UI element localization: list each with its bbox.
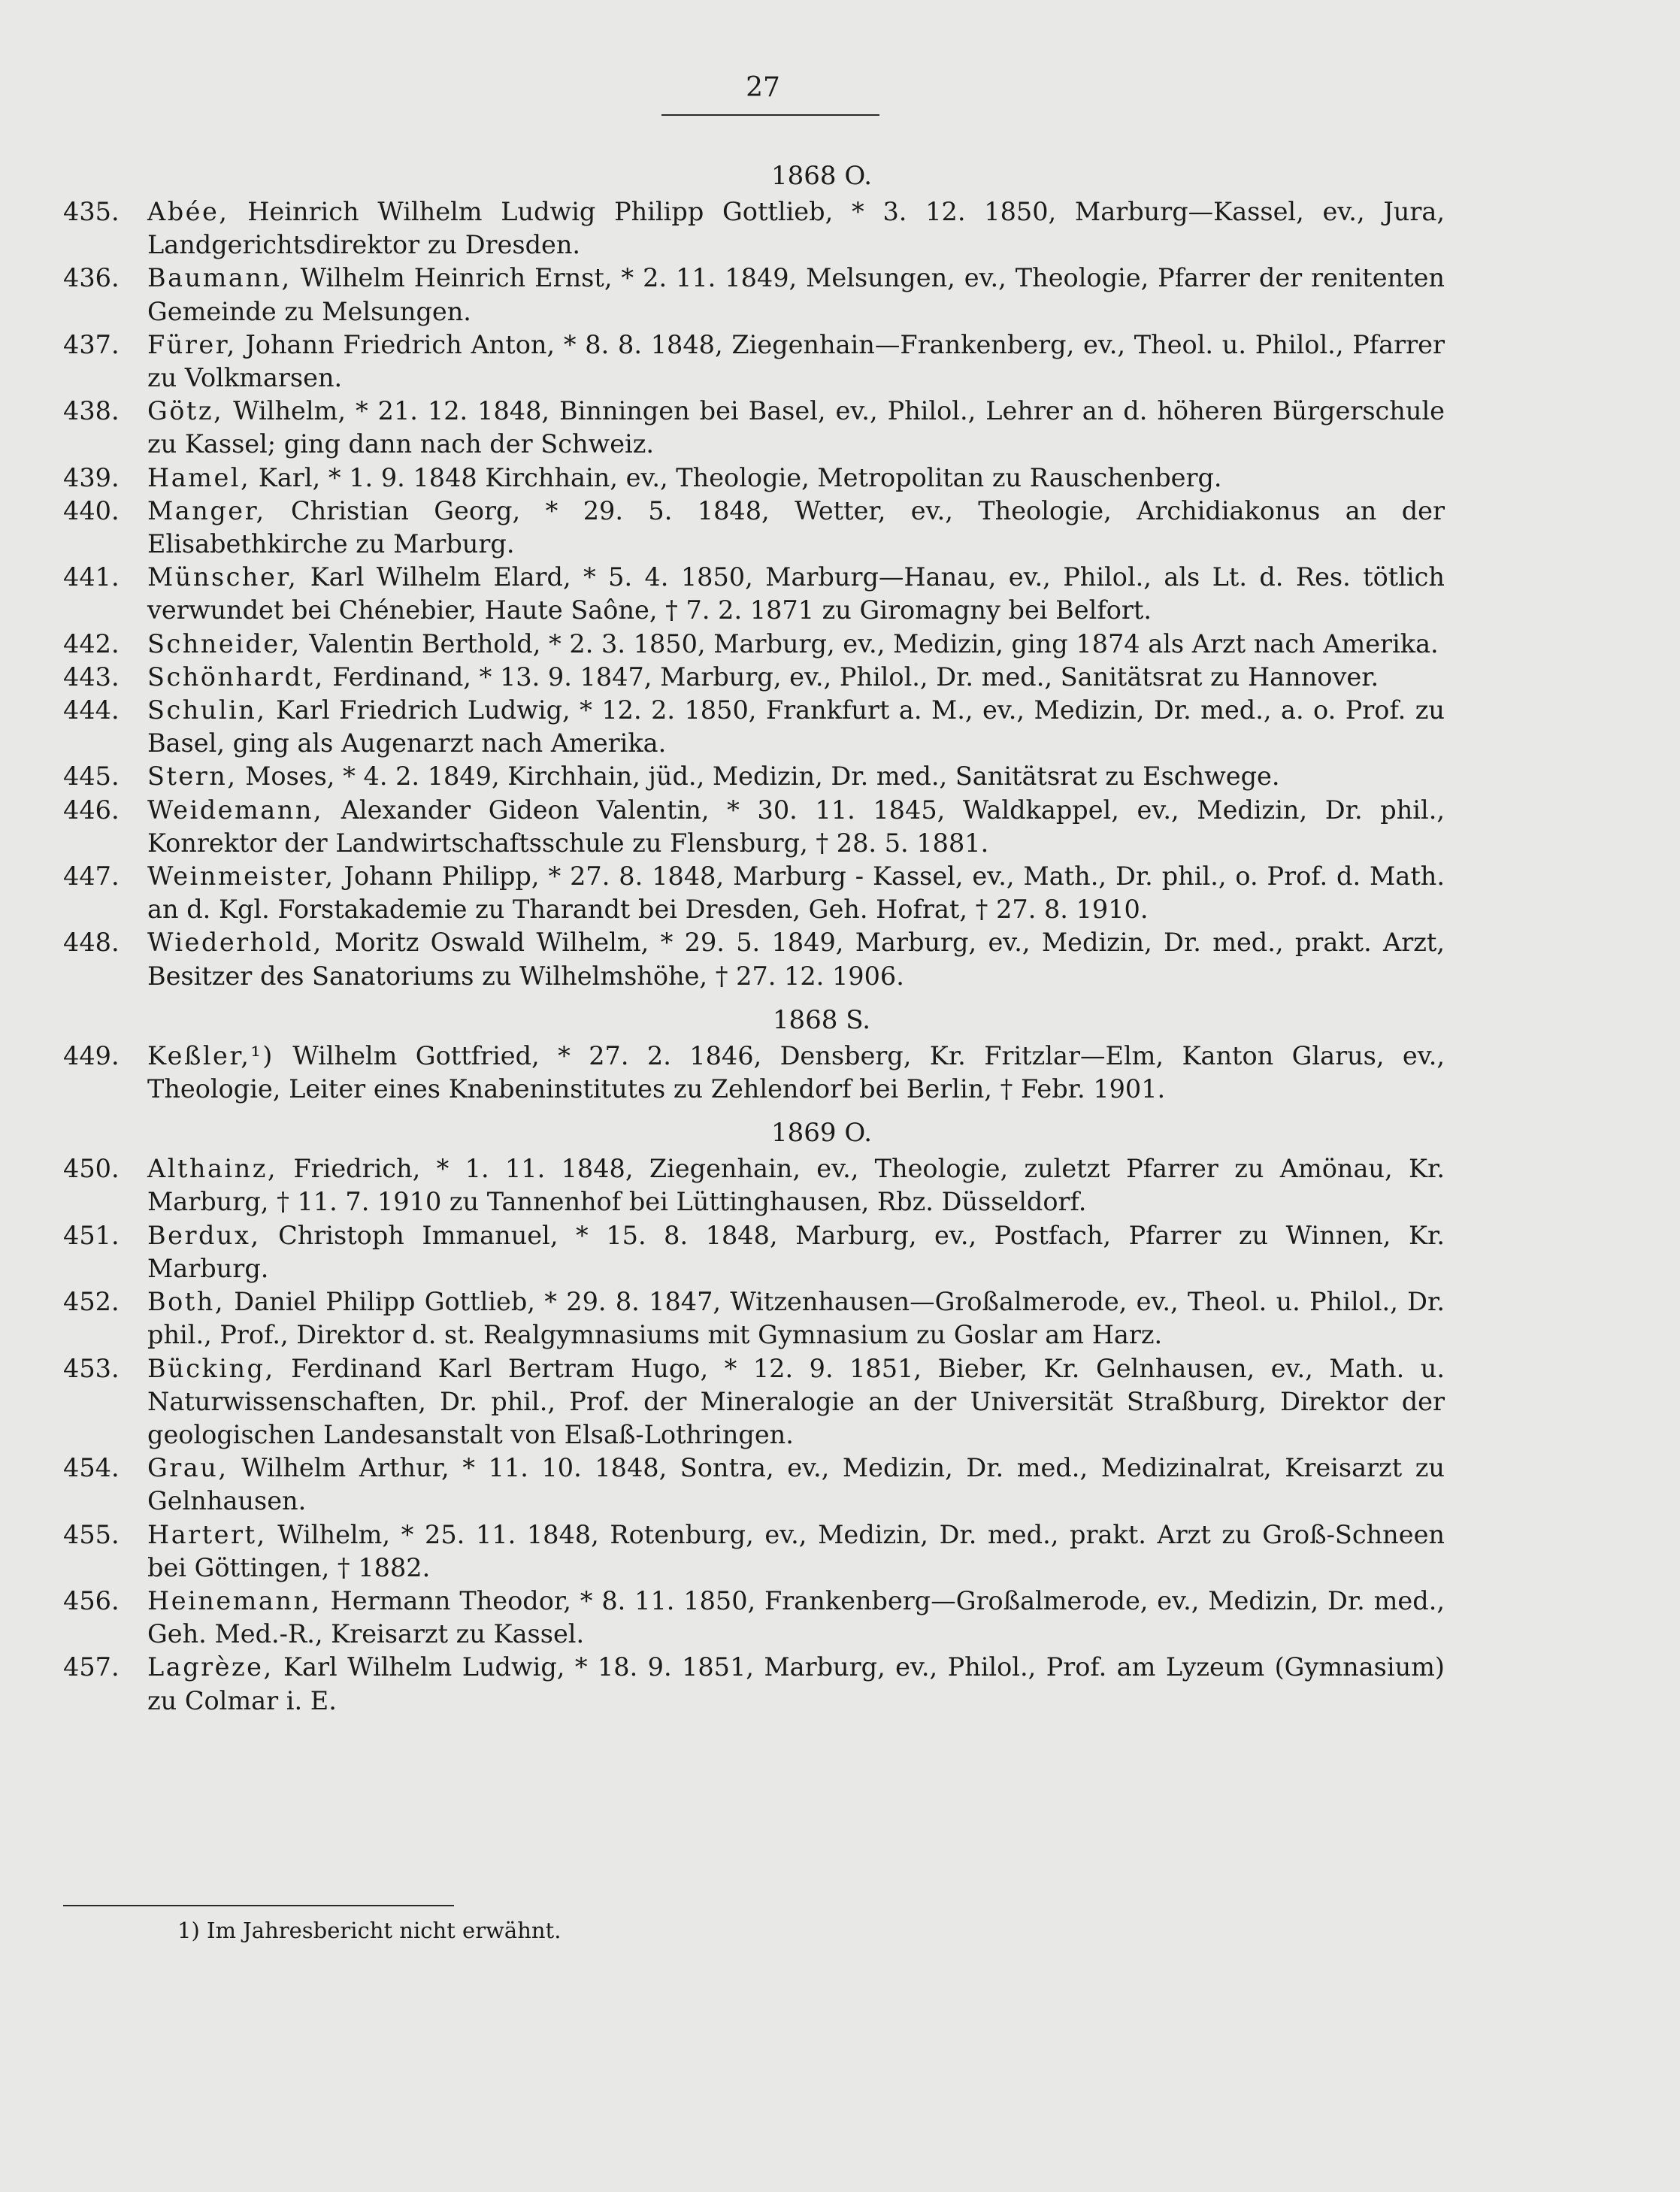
register-entry [63,1651,1445,1717]
register-entry [63,694,1445,760]
entry-surname: Berdux, [147,1220,261,1250]
entry-surname: Althainz, [147,1154,278,1184]
register-entry [63,1152,1445,1219]
entry-surname: Grau, [147,1453,229,1483]
entry-surname: Schneider, [147,628,301,659]
register-entry [63,860,1445,926]
entry-surname: Wiederhold, [147,928,323,958]
entry-surname: Hamel, [147,462,251,492]
register-entry [63,195,1445,262]
entry-details: Wilhelm, * 21. 12. 1848, Binningen bei Basel, ev., Philol., Lehrer an d. höheren Bürgerschule zu Kassel; ging dann nach der Schweiz. [147,396,1445,459]
entry-surname: Weinmeister, [147,861,335,892]
semester-heading: 1868 O. [770,161,873,191]
entry-details: Johann Philipp, * 27. 8. 1848, Marburg - Kassel, ev., Math., Dr. phil., o. Prof. d. Math. an d. Kgl. Forstakademie zu Tharandt bei Dresden, Geh. Hofrat, † 27. 8. 1910. [147,861,1445,925]
entry-number: 435. [63,197,120,226]
entry-surname: Heinemann, [147,1585,322,1615]
register-entry [63,661,1445,694]
entry-number: 448. [63,928,120,958]
entry-surname: Schulin, [147,695,267,725]
register-entry [63,794,1445,860]
entry-surname: Both, [147,1287,225,1317]
entry-details: Ferdinand Karl Bertram Hugo, * 12. 9. 1851, Bieber, Kr. Gelnhausen, ev., Math. u. Naturwissenschaften, Dr. phil., Prof. der Mineralogie an der Universität Straßburg, Direktor der geologischen Landesanstalt von Elsaß-Lothringen. [147,1353,1445,1449]
semester-heading: 1868 S. [772,1004,871,1035]
register-entry [63,395,1445,461]
entry-details: Alexander Gideon Valentin, * 30. 11. 1845, Waldkappel, ev., Medizin, Dr. phil., Konrektor der Landwirtschaftsschule zu Flensburg, † 28. 5. 1881. [147,795,1445,858]
entry-details: Ferdinand, * 13. 9. 1847, Marburg, ev., Philol., Dr. med., Sanitätsrat zu Hannover. [324,662,1379,692]
entry-number: 443. [63,662,120,692]
entry-details: Hermann Theodor, * 8. 11. 1850, Frankenberg—Großalmerode, ev., Medizin, Dr. med., Geh. Med.-R., Kreisarzt zu Kassel. [147,1585,1445,1649]
register-entry [63,1219,1445,1285]
entry-surname: Keßler,¹) [147,1040,274,1070]
page-number-rule [661,114,879,116]
entry-surname: Hartert, [147,1519,267,1549]
entry-surname: Bücking, [147,1353,275,1383]
entry-details: Wilhelm, * 25. 11. 1848, Rotenburg, ev., Medizin, Dr. med., prakt. Arzt zu Groß-Schneen bei Göttingen, † 1882. [147,1519,1445,1582]
entry-number: 449. [63,1040,120,1070]
entry-number: 436. [63,263,120,293]
entry-details: Christoph Immanuel, * 15. 8. 1848, Marburg, ev., Postfach, Pfarrer zu Winnen, Kr. Marburg. [147,1220,1445,1283]
entry-details: Heinrich Wilhelm Ludwig Philipp Gottlieb, * 3. 12. 1850, Marburg—Kassel, ev., Jura, Landgerichtsdirektor zu Dresden. [147,197,1445,260]
entry-number: 440. [63,495,120,525]
entry-number: 437. [63,329,120,359]
entry-number: 456. [63,1585,120,1615]
register-entry [63,760,1445,793]
register-entry [63,1040,1445,1106]
entry-number: 446. [63,795,120,825]
entry-number: 452. [63,1287,120,1317]
register-entry [63,328,1445,395]
register-entry [63,926,1445,992]
register-entry [63,1285,1445,1352]
entry-details: Daniel Philipp Gottlieb, * 29. 8. 1847, Witzenhausen—Großalmerode, ev., Theol. u. Philol., Dr. phil., Prof., Direktor d. st. Realgymnasiums mit Gymnasium zu Goslar am Harz. [147,1287,1445,1350]
entry-details: Johann Friedrich Anton, * 8. 8. 1848, Ziegenhain—Frankenberg, ev., Theol. u. Philol., Pfarrer zu Volkmarsen. [147,329,1445,393]
entry-details: Wilhelm Heinrich Ernst, * 2. 11. 1849, Melsungen, ev., Theologie, Pfarrer der renitenten Gemeinde zu Melsungen. [147,263,1445,326]
entry-number: 445. [63,761,120,792]
entry-number: 447. [63,861,120,892]
entry-details: Karl, * 1. 9. 1848 Kirchhain, ev., Theologie, Metropolitan zu Rauschenberg. [250,462,1222,492]
entry-number: 455. [63,1519,120,1549]
entry-details: Friedrich, * 1. 11. 1848, Ziegenhain, ev., Theologie, zuletzt Pfarrer zu Amönau, Kr. Marburg, † 11. 7. 1910 zu Tannenhof bei Lüttinghausen, Rbz. Düsseldorf. [147,1154,1445,1217]
entry-number: 438. [63,396,120,426]
register-entry [63,628,1445,661]
entry-number: 457. [63,1652,120,1682]
entry-surname: Fürer, [147,329,237,359]
register-content [63,158,1445,1718]
entry-number: 441. [63,562,120,592]
entry-details: Moses, * 4. 2. 1849, Kirchhain, jüd., Medizin, Dr. med., Sanitätsrat zu Eschwege. [237,761,1280,792]
semester-heading: 1869 O. [770,1118,873,1149]
register-entry [63,1352,1445,1452]
entry-details: Karl Wilhelm Ludwig, * 18. 9. 1851, Marburg, ev., Philol., Prof. am Lyzeum (Gymnasium) zu Colmar i. E. [147,1652,1445,1715]
footnote: 1) Im Jahresbericht nicht erwähnt. [177,1918,562,1943]
register-entry [63,495,1445,561]
entry-surname: Baumann, [147,263,292,293]
entry-number: 439. [63,462,120,492]
register-entry [63,462,1445,495]
page-number: 27 [746,72,780,103]
entry-details: Wilhelm Arthur, * 11. 10. 1848, Sontra, ev., Medizin, Dr. med., Medizinalrat, Kreisarzt zu Gelnhausen. [147,1453,1445,1516]
entry-details: Valentin Berthold, * 2. 3. 1850, Marburg, ev., Medizin, ging 1874 als Arzt nach Amerika. [301,628,1439,659]
entry-number: 454. [63,1453,120,1483]
entry-surname: Münscher, [147,562,298,592]
register-entry [63,561,1445,627]
entry-surname: Götz, [147,396,224,426]
entry-number: 450. [63,1154,120,1184]
entry-number: 451. [63,1220,120,1250]
entry-surname: Weidemann, [147,795,324,825]
entry-surname: Schönhardt, [147,662,325,692]
entry-surname: Abée, [147,197,229,226]
entry-details: Wilhelm Gottfried, * 27. 2. 1846, Densberg, Kr. Fritzlar—Elm, Kanton Glarus, ev., Theologie, Leiter eines Knabeninstitutes zu Zehlendorf bei Berlin, † Febr. 1901. [147,1040,1445,1104]
entry-number: 444. [63,695,120,725]
register-entry [63,262,1445,328]
entry-surname: Stern, [147,761,238,792]
register-entry [63,1518,1445,1585]
entry-surname: Manger, [147,495,266,525]
footnote-rule [63,1905,454,1906]
entry-surname: Lagrèze, [147,1652,274,1682]
register-entry [63,1585,1445,1651]
entry-number: 442. [63,628,120,659]
entry-details: Karl Wilhelm Elard, * 5. 4. 1850, Marburg—Hanau, ev., Philol., als Lt. d. Res. tötlich verwundet bei Chénebier, Haute Saône, † 7. 2. 1871 zu Giromagny bei Belfort. [147,562,1445,625]
entry-number: 453. [63,1353,120,1383]
entry-details: Christian Georg, * 29. 5. 1848, Wetter, ev., Theologie, Archidiakonus an der Elisabethkirche zu Marburg. [147,495,1445,559]
entry-details: Moritz Oswald Wilhelm, * 29. 5. 1849, Marburg, ev., Medizin, Dr. med., prakt. Arzt, Besitzer des Sanatoriums zu Wilhelmshöhe, † 27. 12. 1906. [147,928,1445,991]
entry-details: Karl Friedrich Ludwig, * 12. 2. 1850, Frankfurt a. M., ev., Medizin, Dr. med., a. o. Prof. zu Basel, ging als Augenarzt nach Amerika. [147,695,1445,758]
register-entry [63,1452,1445,1518]
